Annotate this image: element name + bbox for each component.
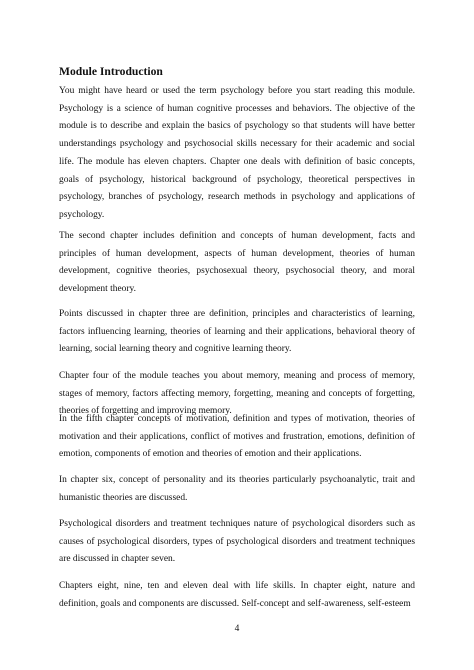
paragraph-chapter-three: Points discussed in chapter three are definition, principles and characteristics of learning, factors influencing learning, theories of learning and their applications, behavioral theory of learning, social learning theory and cognitive learning theory. — [59, 309, 415, 355]
page-number: 4 — [234, 624, 240, 634]
paragraph-chapter-six: In chapter six, concept of personality and its theories particularly psychoanalytic, trait and humanistic theories are discussed. — [59, 475, 415, 503]
paragraph-chapter-four: Chapter four of the module teaches you about memory, meaning and process of memory, stages of memory, factors affecting memory, forgetting, meaning and concepts of forgetting, theories of forgetting and improving memory. — [59, 371, 415, 417]
paragraph-chapter-two: The second chapter includes definition and concepts of human development, facts and principles of human development, aspects of human development, theories of human development, cognitive theories, psychosexual theory, psychosocial theory, and moral development theory. — [59, 231, 415, 295]
paragraph-chapter-seven: Psychological disorders and treatment techniques nature of psychological disorders such as causes of psychological disorders, types of psychological disorders and treatment techniques are discussed in chapter seven. — [59, 519, 415, 565]
paragraph-chapter-five: In the fifth chapter concepts of motivation, definition and types of motivation, theories of motivation and their applications, conflict of motives and frustration, emotions, definition of emotion, components of emotion and theories of emotion and their applications. — [59, 414, 415, 460]
paragraph-module-overview: You might have heard or used the term psychology before you start reading this module. Psychology is a science of human cognitive processes and behaviors. The objective of the module is to describe and explain the basics of psychology so that students will have better understandings psychology and psychosocial skills necessary for their academic and social life. The module has eleven chapters. Chapter one deals with definition of basic concepts, goals of psychology, historical background of psychology, theoretical perspectives in psychology, branches of psychology, research methods in psychology and applications of psychology. — [59, 86, 415, 220]
paragraph-chapters-eight-to-eleven: Chapters eight, nine, ten and eleven deal with life skills. In chapter eight, nature and definition, goals and components are discussed. Self-concept and self-awareness, self-esteem — [59, 581, 415, 609]
module-introduction-heading: Module Introduction — [59, 65, 163, 78]
